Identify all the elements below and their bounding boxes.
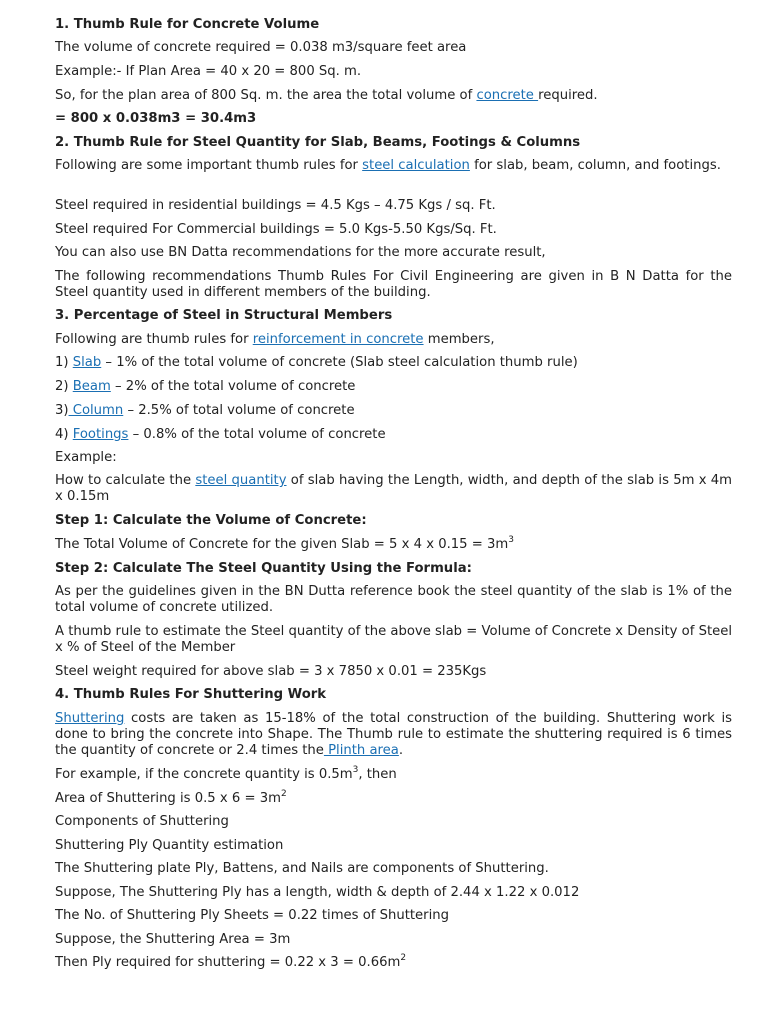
list-item xyxy=(55,403,732,419)
text: The Total Volume of Concrete for the given Slab = 5 x 4 x 0.15 = 3m xyxy=(55,537,509,552)
item-text: – 2% of the total volume of concrete xyxy=(110,379,356,394)
text: Following are thumb rules for xyxy=(55,332,253,347)
column-link[interactable]: Column xyxy=(68,403,124,418)
superscript: 2 xyxy=(400,952,407,963)
paragraph: The No. of Shuttering Ply Sheets = 0.22 times of Shuttering xyxy=(55,908,449,923)
text: So, for the plan area of 800 Sq. m. the area the total volume of xyxy=(55,88,477,103)
list-item xyxy=(55,379,732,395)
item-number: 4) xyxy=(55,427,73,442)
superscript: 3 xyxy=(352,764,359,775)
formula-result: = 800 x 0.038m3 = 30.4m3 xyxy=(55,111,257,126)
paragraph: Example:- If Plan Area = 40 x 20 = 800 Sq. m. xyxy=(55,64,362,79)
paragraph: The volume of concrete required = 0.038 m3/square feet area xyxy=(55,40,467,55)
item-text: – 2.5% of total volume of concrete xyxy=(123,403,355,418)
reinforcement-in-concrete-link[interactable]: reinforcement in concrete xyxy=(252,332,424,347)
section-1-heading: 1. Thumb Rule for Concrete Volume xyxy=(55,17,320,32)
steel-quantity-link[interactable]: steel quantity xyxy=(195,473,287,488)
paragraph: Components of Shuttering xyxy=(55,814,229,829)
plinth-area-link[interactable]: Plinth area xyxy=(323,743,399,758)
paragraph xyxy=(55,88,732,104)
paragraph: A thumb rule to estimate the Steel quantity of the above slab = Volume of Concrete x Density of Steel x % of Steel of the Member xyxy=(55,624,732,655)
text: of slab having the Length, width, and depth of the slab is 5m x 4m x 0.15m xyxy=(55,473,733,504)
paragraph: As per the guidelines given in the BN Dutta reference book the steel quantity of the slab is 1% of the total volume of concrete utilized. xyxy=(55,584,732,615)
text: required. xyxy=(538,88,598,103)
paragraph: Steel required For Commercial buildings = 5.0 Kgs-5.50 Kgs/Sq. Ft. xyxy=(55,222,497,237)
text: costs are taken as 15-18% of the total construction of the building. Shuttering work is done to bring the concrete into Shape. The Thumb rule to estimate the shuttering required is 6 times the quantity of concrete or 2.4 times the xyxy=(55,711,732,758)
paragraph: The following recommendations Thumb Rules For Civil Engineering are given in B N Datta for the Steel quantity used in different members of the building. xyxy=(55,269,732,300)
paragraph: Shuttering Ply Quantity estimation xyxy=(55,838,284,853)
paragraph: You can also use BN Datta recommendations for the more accurate result, xyxy=(55,245,546,260)
text: members, xyxy=(423,332,495,347)
paragraph xyxy=(55,711,732,759)
footings-link[interactable]: Footings xyxy=(72,427,129,442)
slab-link[interactable]: Slab xyxy=(72,355,102,370)
list-item xyxy=(55,427,732,443)
item-number: 3) xyxy=(55,403,69,418)
step-1-heading: Step 1: Calculate the Volume of Concrete: xyxy=(55,513,367,528)
paragraph: The Shuttering plate Ply, Battens, and Nails are components of Shuttering. xyxy=(55,861,549,876)
text: How to calculate the xyxy=(55,473,196,488)
text: For example, if the concrete quantity is 0.5m xyxy=(55,767,353,782)
section-2-heading: 2. Thumb Rule for Steel Quantity for Slab, Beams, Footings & Columns xyxy=(55,135,581,150)
paragraph: Suppose, the Shuttering Area = 3m xyxy=(55,932,291,947)
text: Area of Shuttering is 0.5 x 6 = 3m xyxy=(55,791,281,806)
text: for slab, beam, column, and footings. xyxy=(469,158,721,173)
example-label: Example: xyxy=(55,450,117,465)
concrete-link[interactable]: concrete xyxy=(476,88,539,103)
paragraph xyxy=(55,764,732,783)
text: , then xyxy=(358,767,397,782)
steel-calculation-link[interactable]: steel calculation xyxy=(362,158,470,173)
paragraph xyxy=(55,788,732,807)
item-text: – 0.8% of the total volume of concrete xyxy=(128,427,386,442)
paragraph xyxy=(55,158,732,174)
superscript: 2 xyxy=(280,788,287,799)
text: Following are some important thumb rules for xyxy=(55,158,363,173)
text: . xyxy=(398,743,404,758)
paragraph: Steel weight required for above slab = 3 x 7850 x 0.01 = 235Kgs xyxy=(55,664,487,679)
paragraph xyxy=(55,952,732,971)
paragraph xyxy=(55,534,732,553)
section-3-heading: 3. Percentage of Steel in Structural Members xyxy=(55,308,393,323)
item-number: 1) xyxy=(55,355,73,370)
item-text: – 1% of the total volume of concrete (Slab steel calculation thumb rule) xyxy=(101,355,578,370)
paragraph: Suppose, The Shuttering Ply has a length, width & depth of 2.44 x 1.22 x 0.012 xyxy=(55,885,580,900)
step-2-heading: Step 2: Calculate The Steel Quantity Using the Formula: xyxy=(55,561,472,576)
beam-link[interactable]: Beam xyxy=(72,379,111,394)
paragraph xyxy=(55,473,732,505)
shuttering-link[interactable]: Shuttering xyxy=(55,711,125,726)
item-number: 2) xyxy=(55,379,73,394)
paragraph: Steel required in residential buildings = 4.5 Kgs – 4.75 Kgs / sq. Ft. xyxy=(55,198,496,213)
paragraph xyxy=(55,332,732,348)
text: Then Ply required for shuttering = 0.22 x 3 = 0.66m xyxy=(55,955,401,970)
list-item xyxy=(55,355,732,371)
superscript: 3 xyxy=(508,534,514,545)
section-4-heading: 4. Thumb Rules For Shuttering Work xyxy=(55,687,327,702)
